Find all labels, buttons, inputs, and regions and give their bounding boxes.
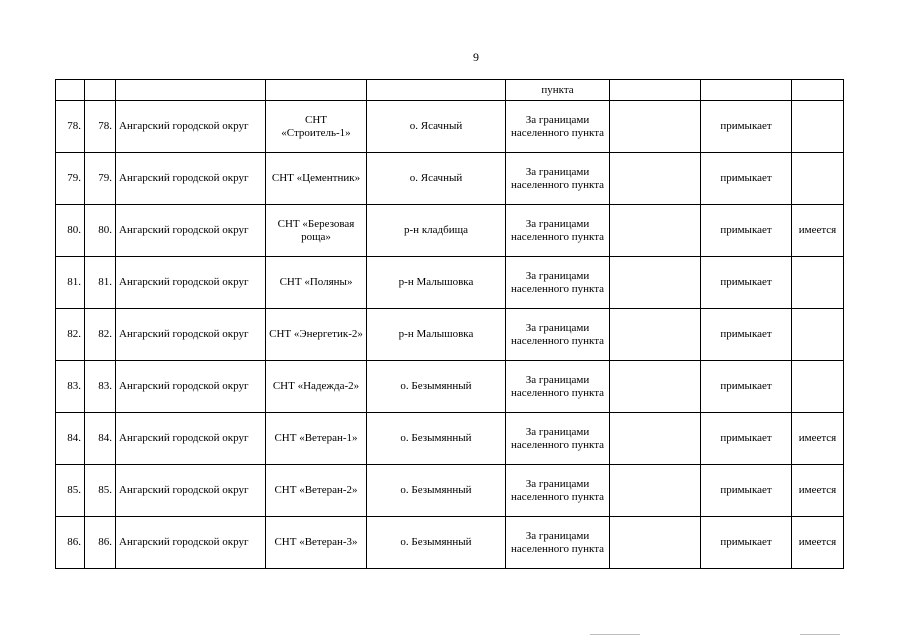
cell-municipality: Ангарский городской округ (116, 257, 266, 309)
cell-n1 (56, 80, 85, 101)
cell-place: о. Безымянный (367, 361, 506, 413)
cell-n2: 78. (85, 101, 116, 153)
cell-n1: 79. (56, 153, 85, 205)
cell-municipality: Ангарский городской округ (116, 205, 266, 257)
cell-name: СНТ «Ветеран-1» (266, 413, 367, 465)
cell-name: СНТ «Надежда-2» (266, 361, 367, 413)
cell-location: За границами населенного пункта (506, 517, 610, 569)
cell-adjacency: примыкает (701, 517, 792, 569)
table-row (56, 257, 844, 309)
cell-extra (610, 257, 701, 309)
cell-location: За границами населенного пункта (506, 101, 610, 153)
cell-availability: имеется (792, 205, 844, 257)
cell-n1: 78. (56, 101, 85, 153)
cell-adjacency: примыкает (701, 361, 792, 413)
cell-adjacency: примыкает (701, 205, 792, 257)
cell-extra (610, 517, 701, 569)
cell-availability (792, 101, 844, 153)
cell-adjacency: примыкает (701, 101, 792, 153)
cell-availability (792, 80, 844, 101)
cell-name: СНТ «Поляны» (266, 257, 367, 309)
cell-place: р-н кладбища (367, 205, 506, 257)
cell-place: р-н Малышовка (367, 309, 506, 361)
cell-n2 (85, 80, 116, 101)
cell-n1: 80. (56, 205, 85, 257)
cell-availability (792, 309, 844, 361)
cell-name: СНТ «Березовая роща» (266, 205, 367, 257)
table-row (56, 101, 844, 153)
table-row (56, 361, 844, 413)
register-body (56, 80, 844, 569)
cell-extra (610, 465, 701, 517)
cell-location: За границами населенного пункта (506, 413, 610, 465)
cell-availability (792, 257, 844, 309)
cell-place: о. Безымянный (367, 517, 506, 569)
cell-n1: 82. (56, 309, 85, 361)
cell-n2: 79. (85, 153, 116, 205)
cell-location: За границами населенного пункта (506, 153, 610, 205)
cell-extra (610, 361, 701, 413)
cell-name: СНТ «Ветеран-2» (266, 465, 367, 517)
cell-municipality: Ангарский городской округ (116, 517, 266, 569)
scan-mark (590, 634, 640, 635)
cell-name: СНТ «Цементник» (266, 153, 367, 205)
scan-mark (800, 634, 840, 635)
cell-place: о. Безымянный (367, 465, 506, 517)
cell-n2: 80. (85, 205, 116, 257)
cell-municipality: Ангарский городской округ (116, 361, 266, 413)
register-table (55, 79, 844, 569)
cell-municipality: Ангарский городской округ (116, 101, 266, 153)
cell-location: За границами населенного пункта (506, 465, 610, 517)
cell-extra (610, 80, 701, 101)
cell-extra (610, 205, 701, 257)
cell-n2: 82. (85, 309, 116, 361)
cell-n2: 81. (85, 257, 116, 309)
cell-municipality: Ангарский городской округ (116, 309, 266, 361)
cell-place: о. Безымянный (367, 413, 506, 465)
cell-name: СНТ «Энергетик-2» (266, 309, 367, 361)
cell-extra (610, 413, 701, 465)
cell-place: о. Ясачный (367, 153, 506, 205)
cell-n2: 86. (85, 517, 116, 569)
cell-place (367, 80, 506, 101)
table-row (56, 205, 844, 257)
table-row (56, 517, 844, 569)
cell-adjacency (701, 80, 792, 101)
cell-adjacency: примыкает (701, 257, 792, 309)
cell-n2: 84. (85, 413, 116, 465)
cell-n1: 85. (56, 465, 85, 517)
cell-place: р-н Малышовка (367, 257, 506, 309)
cell-availability: имеется (792, 517, 844, 569)
cell-extra (610, 309, 701, 361)
cell-municipality: Ангарский городской округ (116, 465, 266, 517)
cell-n1: 83. (56, 361, 85, 413)
cell-n2: 83. (85, 361, 116, 413)
cell-availability: имеется (792, 465, 844, 517)
continuation-row (56, 80, 844, 101)
table-row (56, 153, 844, 205)
cell-location: За границами населенного пункта (506, 257, 610, 309)
cell-n1: 81. (56, 257, 85, 309)
table-row (56, 413, 844, 465)
cell-municipality: Ангарский городской округ (116, 153, 266, 205)
cell-municipality: Ангарский городской округ (116, 413, 266, 465)
cell-availability (792, 153, 844, 205)
page-number: 9 (473, 50, 479, 64)
cell-n1: 84. (56, 413, 85, 465)
cell-adjacency: примыкает (701, 309, 792, 361)
cell-location: За границами населенного пункта (506, 309, 610, 361)
cell-availability: имеется (792, 413, 844, 465)
cell-name: СНТ «Ветеран-3» (266, 517, 367, 569)
cell-name (266, 80, 367, 101)
table-row (56, 309, 844, 361)
cell-name: СНТ «Строитель-1» (266, 101, 367, 153)
cell-adjacency: примыкает (701, 465, 792, 517)
cell-adjacency: примыкает (701, 153, 792, 205)
cell-place: о. Ясачный (367, 101, 506, 153)
cell-adjacency: примыкает (701, 413, 792, 465)
cell-municipality (116, 80, 266, 101)
cell-n1: 86. (56, 517, 85, 569)
cell-extra (610, 101, 701, 153)
table-row (56, 465, 844, 517)
cell-n2: 85. (85, 465, 116, 517)
cell-extra (610, 153, 701, 205)
cell-availability (792, 361, 844, 413)
cell-location: За границами населенного пункта (506, 205, 610, 257)
cell-location: За границами населенного пункта (506, 361, 610, 413)
cell-location: пункта (506, 80, 610, 101)
